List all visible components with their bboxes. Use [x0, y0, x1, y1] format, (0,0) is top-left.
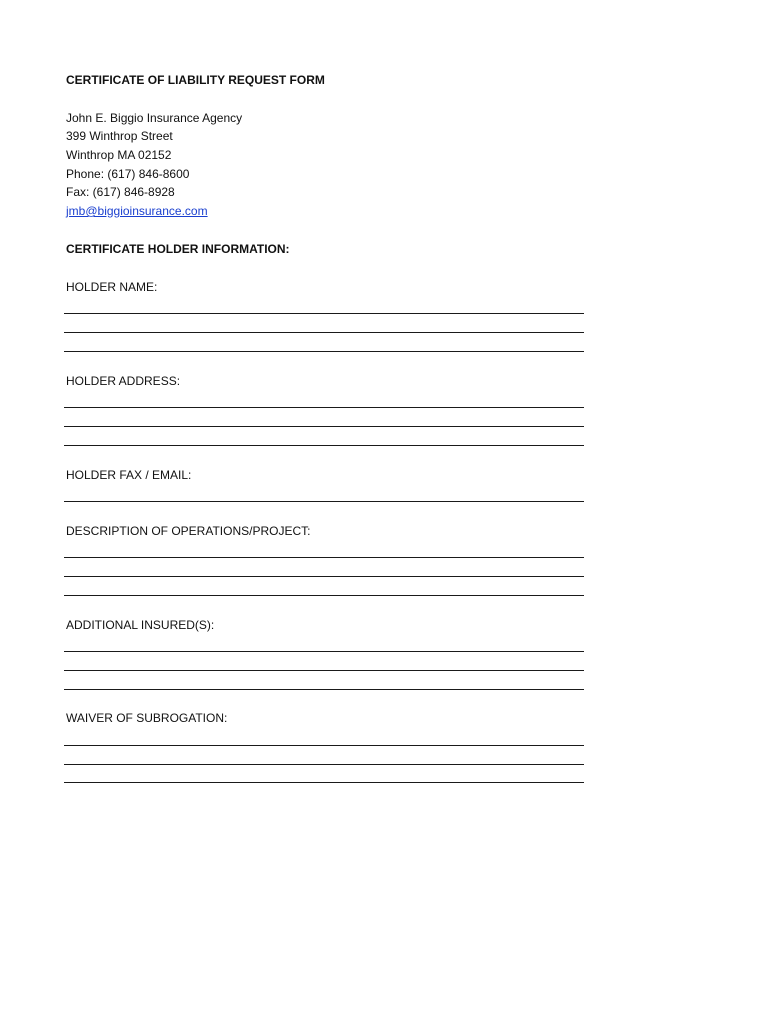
description-label: DESCRIPTION OF OPERATIONS/PROJECT: [66, 524, 311, 538]
agency-fax: Fax: (617) 846-8928 [66, 185, 175, 199]
holder-address-label: HOLDER ADDRESS: [66, 374, 181, 388]
waiver-line-1[interactable] [64, 745, 584, 746]
additional-insured-line-3[interactable] [64, 689, 584, 690]
agency-city-state-zip: Winthrop MA 02152 [66, 148, 172, 162]
agency-phone: Phone: (617) 846-8600 [66, 167, 190, 181]
holder-name-line-2[interactable] [64, 332, 584, 333]
additional-insured-line-1[interactable] [64, 651, 584, 652]
holder-fax-email-label: HOLDER FAX / EMAIL: [66, 468, 192, 482]
holder-name-line-3[interactable] [64, 351, 584, 352]
agency-street: 399 Winthrop Street [66, 129, 173, 143]
agency-email-link[interactable]: jmb@biggioinsurance.com [66, 204, 208, 218]
description-line-3[interactable] [64, 595, 584, 596]
description-line-2[interactable] [64, 576, 584, 577]
additional-insured-line-2[interactable] [64, 670, 584, 671]
holder-address-line-2[interactable] [64, 426, 584, 427]
holder-name-label: HOLDER NAME: [66, 280, 158, 294]
waiver-line-2[interactable] [64, 764, 584, 765]
waiver-line-3[interactable] [64, 782, 584, 783]
holder-address-line-1[interactable] [64, 407, 584, 408]
additional-insured-label: ADDITIONAL INSURED(S): [66, 618, 215, 632]
waiver-label: WAIVER OF SUBROGATION: [66, 711, 228, 725]
holder-fax-email-line-1[interactable] [64, 501, 584, 502]
description-line-1[interactable] [64, 557, 584, 558]
holder-name-line-1[interactable] [64, 313, 584, 314]
section-heading: CERTIFICATE HOLDER INFORMATION: [66, 242, 290, 256]
agency-name: John E. Biggio Insurance Agency [66, 111, 243, 125]
holder-address-line-3[interactable] [64, 445, 584, 446]
form-title: CERTIFICATE OF LIABILITY REQUEST FORM [66, 73, 325, 87]
